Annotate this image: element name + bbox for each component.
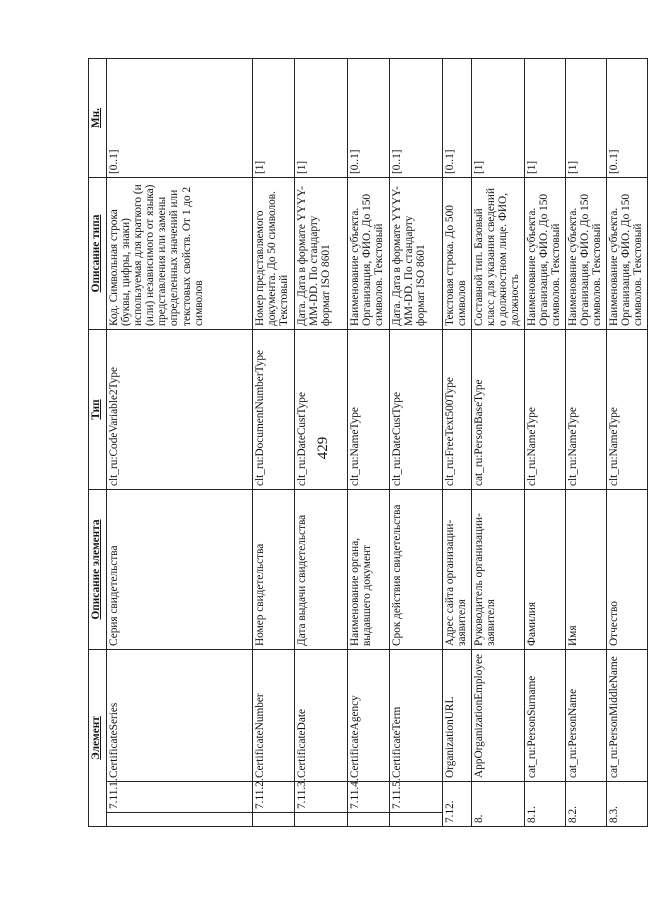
table-row (525, 58, 566, 826)
row-number: 7.11.4. (348, 782, 390, 813)
row-element-description: Дата выдачи свидетельства (295, 489, 348, 649)
row-number: 7.11.2. (253, 782, 295, 813)
table-row (253, 58, 295, 826)
row-type-description: Наименование субъекта. Организация, ФИО. До 150 символов. Текстовый (607, 177, 648, 329)
row-element-description: Срок действия свидетельства (390, 489, 443, 649)
row-element: AppOrganizationEmployee (472, 649, 525, 781)
row-element-description: Отчество (607, 489, 648, 649)
header-multiplicity: Мн. (89, 58, 107, 177)
row-element: cat_ru:PersonMiddleName (607, 649, 648, 781)
header-type: Тип (89, 329, 107, 489)
row-element-description: Фамилия (525, 489, 566, 649)
header-type-description: Описание типа (89, 177, 107, 329)
row-multiplicity: [1] (253, 58, 295, 177)
table-row (472, 58, 525, 826)
row-element-description: Наименование органа, выдавшего документ (348, 489, 390, 649)
row-multiplicity: [0..1] (348, 58, 390, 177)
table-row (348, 58, 390, 826)
table-header-row (89, 58, 107, 826)
row-type: clt_ru:NameType (607, 329, 648, 489)
row-multiplicity: [0..1] (107, 58, 253, 177)
row-number: 8. (472, 782, 525, 827)
row-number: 7.11.5. (390, 782, 443, 813)
row-type: clt_ru:CodeVariable2Type (107, 329, 253, 489)
row-number: 7.11.1. (107, 782, 253, 813)
row-multiplicity: [1] (472, 58, 525, 177)
row-number: 8.1. (525, 782, 566, 827)
row-type: clt_ru:FreeText500Type (443, 329, 472, 489)
row-number: 7.11.3. (295, 782, 348, 813)
page-number: 429 (315, 436, 331, 460)
row-type: clt_ru:NameType (348, 329, 390, 489)
row-element-description: Адрес сайта организации-заявителя (443, 489, 472, 649)
row-type: clt_ru:DocumentNumberType (253, 329, 295, 489)
header-element: Элемент (89, 649, 107, 826)
row-element: CertificateSeries (107, 649, 253, 781)
row-type-description: Дата. Дата в формате YYYY-MM-DD. По стандарту формат ISO 8601 (295, 177, 348, 329)
row-multiplicity: [0..1] (390, 58, 443, 177)
row-type-description: Код. Символьная строка (буквы, цифры, знаки) используемая для краткого (и (или) независимого от языка) представления или замены определенных значений или текстовых свойств. От 1 до 2 символов (107, 177, 253, 329)
row-number: 8.3. (607, 782, 648, 827)
spec-table (88, 58, 648, 827)
row-multiplicity: [0..1] (607, 58, 648, 177)
row-element-description: Имя (566, 489, 607, 649)
row-element: CertificateAgency (348, 649, 390, 781)
row-element-description: Руководитель организации-заявителя (472, 489, 525, 649)
row-multiplicity: [1] (525, 58, 566, 177)
indent-cell (295, 813, 348, 827)
row-type-description: Наименование субъекта. Организация, ФИО. До 150 символов. Текстовый (525, 177, 566, 329)
row-type: clt_ru:NameType (525, 329, 566, 489)
table-row (607, 58, 648, 826)
row-type-description: Текстовая строка. До 500 символов (443, 177, 472, 329)
row-element: cat_ru:PersonName (566, 649, 607, 781)
row-element: OrganizationURL (443, 649, 472, 781)
row-multiplicity: [1] (295, 58, 348, 177)
row-type: clt_ru:DateCustType (390, 329, 443, 489)
row-element-description: Номер свидетельства (253, 489, 295, 649)
indent-cell (348, 813, 390, 827)
row-type-description: Номер представляемого документа. До 50 символов. Текстовый (253, 177, 295, 329)
row-number: 7.12. (443, 782, 472, 827)
row-element: CertificateDate (295, 649, 348, 781)
indent-cell (390, 813, 443, 827)
table-row (443, 58, 472, 826)
row-type-description: Дата. Дата в формате YYYY-MM-DD. По стандарту формат ISO 8601 (390, 177, 443, 329)
row-type: clt_ru:NameType (566, 329, 607, 489)
row-type: clt_ru:DateCustType (295, 329, 348, 489)
row-element: cat_ru:PersonSurname (525, 649, 566, 781)
row-element-description: Серия свидетельства (107, 489, 253, 649)
row-multiplicity: [0..1] (443, 58, 472, 177)
table-row (566, 58, 607, 826)
table-row (390, 58, 443, 826)
header-element-description: Описание элемента (89, 489, 107, 649)
row-type-description: Наименование субъекта. Организация, ФИО. До 150 символов. Текстовый (566, 177, 607, 329)
row-element: CertificateNumber (253, 649, 295, 781)
row-type: cat_ru:PersonBaseType (472, 329, 525, 489)
indent-cell (253, 813, 295, 827)
row-multiplicity: [1] (566, 58, 607, 177)
row-number: 8.2. (566, 782, 607, 827)
table-row (107, 58, 253, 826)
table-row (295, 58, 348, 826)
row-type-description: Наименование субъекта. Организация, ФИО. До 150 символов. Текстовый (348, 177, 390, 329)
row-type-description: Составной тип. Базовый класс для указания сведений о должностном лице. ФИО, должность (472, 177, 525, 329)
row-element: CertificateTerm (390, 649, 443, 781)
indent-cell (107, 813, 253, 827)
